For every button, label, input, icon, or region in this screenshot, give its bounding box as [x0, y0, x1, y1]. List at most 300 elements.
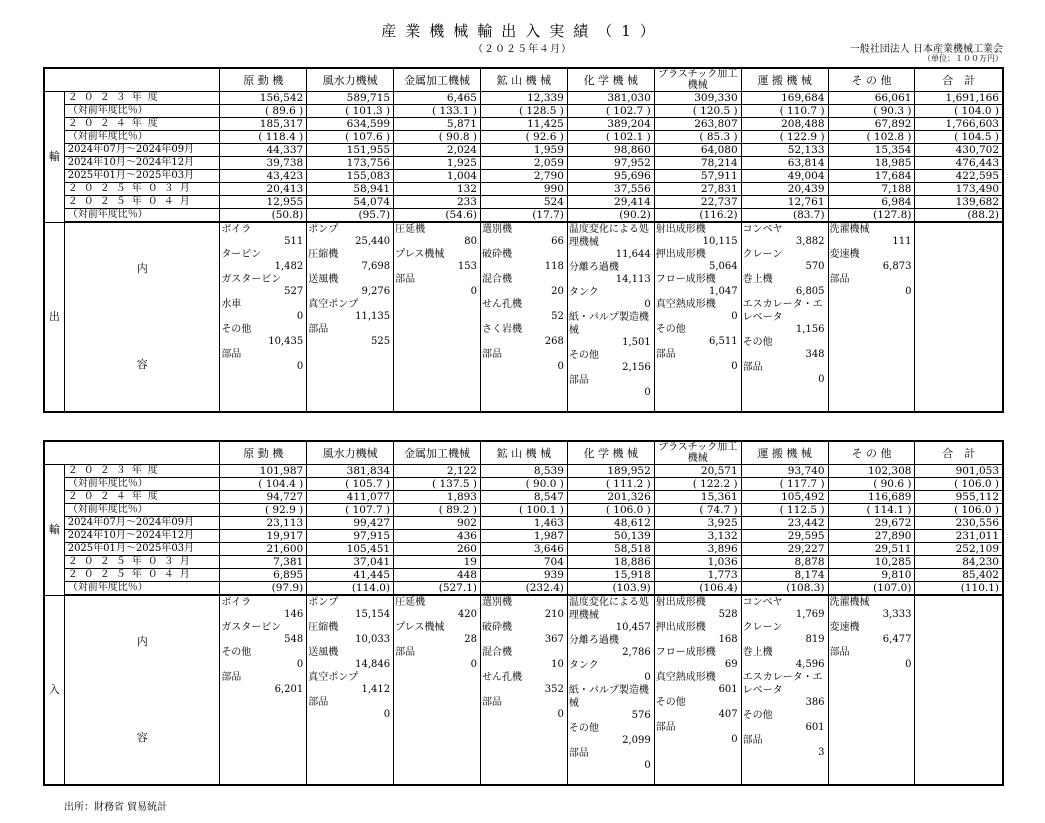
value-cell: 955,112 [915, 491, 1003, 504]
value-cell: 151,955 [307, 144, 394, 157]
breakdown-item-name: 部品 [742, 735, 763, 746]
label-header-cell [64, 441, 220, 465]
breakdown-item-value: 14,113 [615, 274, 651, 285]
breakdown-item-value: 367 [544, 634, 564, 645]
breakdown-item-name: 送風機 [308, 274, 339, 285]
page-subtitle: （２０２５年４月） [473, 44, 572, 55]
value-cell: 22,737 [654, 196, 741, 209]
breakdown-item-name: エスカレータ・エレベータ [742, 672, 823, 696]
breakdown-item-name: 射出成形機 [655, 597, 706, 608]
value-cell: 201,326 [567, 491, 654, 504]
value-cell: ( 102.7 ) [567, 105, 654, 118]
value-cell: 44,337 [220, 144, 307, 157]
breakdown-item-value: 11,135 [355, 311, 391, 322]
value-cell: 1,773 [654, 569, 741, 582]
column-header: 原 動 機 [220, 68, 307, 92]
value-cell: (50.8) [220, 209, 307, 223]
value-cell: 3,896 [654, 543, 741, 556]
value-cell: 2,790 [480, 170, 567, 183]
breakdown-item-name: 部品 [829, 647, 850, 658]
value-cell: 173,756 [307, 157, 394, 170]
value-cell: 260 [394, 543, 481, 556]
value-cell: 2,122 [394, 465, 481, 478]
value-cell: 1,925 [394, 157, 481, 170]
row-label: 2024年07月～2024年09月 [64, 517, 220, 530]
breakdown-item-name: 部品 [568, 748, 589, 759]
value-cell: 7,381 [220, 556, 307, 569]
value-cell: ( 110.7 ) [741, 105, 828, 118]
value-cell: 95,696 [567, 170, 654, 183]
row-label: ２０２４年度 [64, 491, 220, 504]
value-cell: 1,463 [480, 517, 567, 530]
value-cell: 102,308 [828, 465, 915, 478]
value-cell: 185,317 [220, 118, 307, 131]
value-cell: ( 90.3 ) [828, 105, 915, 118]
value-cell: 84,230 [915, 556, 1003, 569]
breakdown-cell [828, 595, 915, 785]
value-cell: 58,941 [307, 183, 394, 196]
import-table [43, 440, 1004, 786]
breakdown-item-name: 部品 [568, 375, 589, 386]
value-cell: 52,133 [741, 144, 828, 157]
value-cell: 233 [394, 196, 481, 209]
breakdown-item-value: 9,276 [361, 286, 391, 297]
value-cell: (527.1) [394, 582, 481, 596]
value-cell: 63,814 [741, 157, 828, 170]
value-cell: 990 [480, 183, 567, 196]
breakdown-item-value: 3 [818, 747, 825, 758]
breakdown-item-name: 部品 [308, 324, 329, 335]
breakdown-item-value: 819 [805, 634, 825, 645]
breakdown-item-value: 3,882 [795, 236, 825, 247]
value-cell: ( 85.3 ) [654, 131, 741, 144]
value-cell: 8,539 [480, 465, 567, 478]
breakdown-item-value: 352 [544, 684, 564, 695]
breakdown-item-value: 527 [284, 286, 304, 297]
value-cell: 2,024 [394, 144, 481, 157]
breakdown-item-name: 真空熱成形機 [655, 672, 716, 683]
value-cell: 18,985 [828, 157, 915, 170]
breakdown-item-value: 69 [724, 659, 738, 670]
value-cell: 3,132 [654, 530, 741, 543]
breakdown-cell [567, 595, 654, 785]
breakdown-item-value: 52 [551, 311, 564, 322]
breakdown-item-name: 真空ポンプ [308, 672, 359, 683]
row-label: ２０２５年０３月 [64, 556, 220, 569]
column-header: プラスチック加工機械 [654, 441, 741, 465]
value-cell: 6,465 [394, 92, 481, 105]
breakdown-item-name: 破砕機 [481, 249, 512, 260]
breakdown-item-name: ボイラ [221, 224, 252, 235]
value-cell: 23,113 [220, 517, 307, 530]
breakdown-cell [741, 222, 828, 412]
value-cell: ( 102.8 ) [828, 131, 915, 144]
breakdown-item-value: 1,412 [361, 684, 391, 695]
breakdown-item-value: 20 [551, 286, 564, 297]
breakdown-item-value: 146 [284, 609, 304, 620]
value-cell: ( 104.0 ) [915, 105, 1003, 118]
value-cell: 64,080 [654, 144, 741, 157]
breakdown-item-name: 圧延機 [395, 224, 426, 235]
value-cell: (88.2) [915, 209, 1003, 223]
value-cell: ( 89.2 ) [394, 504, 481, 517]
breakdown-item-value: 0 [731, 361, 738, 372]
breakdown-item-name: エスカレータ・エレベータ [742, 299, 823, 323]
breakdown-item-name: コンベヤ [742, 597, 783, 608]
value-cell: 29,672 [828, 517, 915, 530]
breakdown-item-name: 巻上機 [742, 647, 773, 658]
breakdown-item-name: 真空熱成形機 [655, 299, 716, 310]
breakdown-item-value: 168 [718, 634, 738, 645]
breakdown-item-name: 混合機 [481, 647, 512, 658]
breakdown-cell [915, 222, 1003, 412]
row-label: （対前年度比％） [64, 209, 220, 223]
value-cell: 309,330 [654, 92, 741, 105]
breakdown-item-value: 576 [631, 710, 651, 721]
export-table [43, 67, 1004, 413]
breakdown-cell [220, 222, 307, 412]
column-header: 原 動 機 [220, 441, 307, 465]
value-cell: ( 137.5 ) [394, 478, 481, 491]
value-cell: ( 120.5 ) [654, 105, 741, 118]
column-header: 化 学 機 械 [567, 441, 654, 465]
value-cell: (116.2) [654, 209, 741, 223]
value-cell: 57,911 [654, 170, 741, 183]
breakdown-item-name: その他 [568, 723, 599, 734]
breakdown-item-name: 混合機 [481, 274, 512, 285]
value-cell: 15,918 [567, 569, 654, 582]
value-cell: 3,925 [654, 517, 741, 530]
breakdown-item-value: 66 [551, 236, 564, 247]
breakdown-cell [654, 595, 741, 785]
value-cell: 29,227 [741, 543, 828, 556]
value-cell: 10,285 [828, 556, 915, 569]
value-cell: ( 74.7 ) [654, 504, 741, 517]
corner-cell [44, 441, 64, 465]
breakdown-item-value: 10,033 [355, 634, 391, 645]
value-cell: 939 [480, 569, 567, 582]
breakdown-item-name: 変速機 [829, 622, 860, 633]
value-cell: (114.0) [307, 582, 394, 596]
column-header: そ の 他 [828, 68, 915, 92]
value-cell: 37,041 [307, 556, 394, 569]
value-cell: 19 [394, 556, 481, 569]
breakdown-item-name: 送風機 [308, 647, 339, 658]
value-cell: ( 104.4 ) [220, 478, 307, 491]
breakdown-item-value: 420 [457, 609, 477, 620]
row-label: ２０２５年０４月 [64, 569, 220, 582]
value-cell: ( 92.6 ) [480, 131, 567, 144]
breakdown-item-value: 548 [284, 634, 304, 645]
value-cell: 105,451 [307, 543, 394, 556]
value-cell: 208,488 [741, 118, 828, 131]
breakdown-cell [220, 595, 307, 785]
value-cell: (108.3) [741, 582, 828, 596]
breakdown-item-value: 5,064 [709, 261, 738, 272]
organization-name: 一般社団法人 日本産業機械工業会 [849, 44, 1003, 55]
value-cell: 2,059 [480, 157, 567, 170]
value-cell: (97.9) [220, 582, 307, 596]
breakdown-item-name: フロー成形機 [655, 274, 716, 285]
value-cell: 20,571 [654, 465, 741, 478]
value-cell: ( 90.6 ) [828, 478, 915, 491]
breakdown-item-value: 7,698 [361, 261, 391, 272]
value-cell: ( 104.5 ) [915, 131, 1003, 144]
row-label: （対前年度比％） [64, 105, 220, 118]
breakdown-cell [307, 222, 394, 412]
value-cell: ( 133.1 ) [394, 105, 481, 118]
breakdown-item-name: 圧縮機 [308, 622, 339, 633]
value-cell: 21,600 [220, 543, 307, 556]
breakdown-item-value: 6,201 [274, 684, 304, 695]
breakdown-item-value: 6,477 [882, 634, 912, 645]
breakdown-item-value: 153 [457, 261, 477, 272]
breakdown-item-name: 部品 [308, 697, 329, 708]
value-cell: ( 128.5 ) [480, 105, 567, 118]
breakdown-item-value: 0 [644, 672, 651, 683]
value-cell: (90.2) [567, 209, 654, 223]
breakdown-item-name: 紙・パルプ製造機械 [568, 312, 649, 336]
breakdown-item-value: 10,457 [615, 622, 651, 633]
breakdown-item-value: 28 [464, 634, 477, 645]
breakdown-item-value: 0 [644, 299, 651, 310]
value-cell: 93,740 [741, 465, 828, 478]
value-cell: 43,423 [220, 170, 307, 183]
value-cell: ( 107.7 ) [307, 504, 394, 517]
value-cell: 6,984 [828, 196, 915, 209]
breakdown-item-name: 変速機 [829, 249, 860, 260]
breakdown-item-name: 選別機 [481, 597, 512, 608]
breakdown-cell [394, 595, 481, 785]
value-cell: (54.6) [394, 209, 481, 223]
breakdown-item-value: 525 [371, 336, 391, 347]
breakdown-item-value: 268 [544, 336, 564, 347]
breakdown-label-inner: 内 [136, 635, 148, 648]
value-cell: 381,030 [567, 92, 654, 105]
page-title: 産業機械輸出入実績（1） [381, 22, 664, 40]
breakdown-item-value: 386 [805, 697, 825, 708]
breakdown-cell [480, 595, 567, 785]
value-cell: 263,807 [654, 118, 741, 131]
breakdown-item-value: 0 [731, 311, 738, 322]
breakdown-label-content: 容 [136, 358, 148, 371]
breakdown-item-name: ボイラ [221, 597, 252, 608]
value-cell: 50,139 [567, 530, 654, 543]
breakdown-item-value: 10,115 [702, 236, 738, 247]
value-cell: 20,439 [741, 183, 828, 196]
breakdown-item-value: 348 [805, 349, 825, 360]
breakdown-item-name: ガスタービン [221, 622, 282, 633]
value-cell: 97,952 [567, 157, 654, 170]
breakdown-cell [567, 222, 654, 412]
value-cell: (107.0) [828, 582, 915, 596]
value-cell: ( 114.1 ) [828, 504, 915, 517]
value-cell: 589,715 [307, 92, 394, 105]
breakdown-item-value: 10,435 [268, 336, 304, 347]
breakdown-item-name: タンク [568, 660, 599, 671]
breakdown-item-name: 選別機 [481, 224, 512, 235]
column-header: 化 学 機 械 [567, 68, 654, 92]
breakdown-item-name: プレス機械 [395, 249, 445, 260]
breakdown-item-name: 洗濯機械 [829, 597, 870, 608]
breakdown-item-name: 分離ろ過機 [568, 262, 619, 273]
breakdown-item-name: 圧延機 [395, 597, 426, 608]
breakdown-item-name: 部品 [221, 349, 242, 360]
value-cell: 901,053 [915, 465, 1003, 478]
breakdown-item-name: コンベヤ [742, 224, 783, 235]
value-cell: 5,871 [394, 118, 481, 131]
value-cell: 8,174 [741, 569, 828, 582]
value-cell: 1,766,603 [915, 118, 1003, 131]
breakdown-item-name: 部品 [655, 349, 676, 360]
breakdown-item-value: 80 [464, 236, 477, 247]
breakdown-item-name: 水車 [221, 299, 242, 310]
breakdown-item-value: 6,511 [709, 336, 738, 347]
breakdown-item-name: さく岩機 [481, 324, 522, 335]
breakdown-item-value: 1,047 [709, 286, 738, 297]
value-cell: 1,959 [480, 144, 567, 157]
value-cell: ( 90.8 ) [394, 131, 481, 144]
breakdown-label-cell [64, 595, 220, 785]
value-cell: 98,860 [567, 144, 654, 157]
value-cell: 29,414 [567, 196, 654, 209]
value-cell: 1,036 [654, 556, 741, 569]
breakdown-item-name: クレーン [742, 622, 783, 633]
breakdown-item-name: その他 [221, 324, 252, 335]
value-cell: 524 [480, 196, 567, 209]
value-cell: 18,886 [567, 556, 654, 569]
value-cell: 1,691,166 [915, 92, 1003, 105]
value-cell: 54,074 [307, 196, 394, 209]
value-cell: 29,595 [741, 530, 828, 543]
value-cell: ( 105.7 ) [307, 478, 394, 491]
value-cell: 58,518 [567, 543, 654, 556]
value-cell: 1,893 [394, 491, 481, 504]
value-cell: 230,556 [915, 517, 1003, 530]
breakdown-item-value: 3,333 [882, 609, 912, 620]
value-cell: 704 [480, 556, 567, 569]
value-cell: 1,004 [394, 170, 481, 183]
label-header-cell [64, 68, 220, 92]
row-label: ２０２５年０４月 [64, 196, 220, 209]
breakdown-cell [741, 595, 828, 785]
breakdown-item-value: 2,786 [622, 647, 651, 658]
row-label: ２０２３年度 [64, 92, 220, 105]
value-cell: 3,646 [480, 543, 567, 556]
breakdown-item-name: フロー成形機 [655, 647, 716, 658]
value-cell: 78,214 [654, 157, 741, 170]
value-cell: (83.7) [741, 209, 828, 223]
breakdown-item-name: その他 [655, 697, 686, 708]
breakdown-item-name: 射出成形機 [655, 224, 706, 235]
value-cell: 19,917 [220, 530, 307, 543]
breakdown-cell [828, 222, 915, 412]
breakdown-item-name: 圧縮機 [308, 249, 339, 260]
value-cell: 94,727 [220, 491, 307, 504]
value-cell: 39,738 [220, 157, 307, 170]
breakdown-item-name: 部品 [481, 349, 502, 360]
value-cell: 902 [394, 517, 481, 530]
breakdown-item-value: 1,482 [274, 261, 304, 272]
breakdown-item-name: 部品 [395, 274, 416, 285]
breakdown-item-name: 分離ろ過機 [568, 635, 619, 646]
breakdown-item-value: 528 [718, 609, 738, 620]
value-cell: 448 [394, 569, 481, 582]
value-cell: 116,689 [828, 491, 915, 504]
breakdown-item-value: 570 [805, 261, 825, 272]
value-cell: ( 106.0 ) [567, 504, 654, 517]
breakdown-item-name: 部品 [742, 362, 763, 373]
value-cell: 8,878 [741, 556, 828, 569]
value-cell: 173,490 [915, 183, 1003, 196]
breakdown-item-value: 0 [470, 659, 477, 670]
value-cell: 252,109 [915, 543, 1003, 556]
breakdown-item-name: タービン [221, 249, 262, 260]
breakdown-item-value: 1,501 [622, 337, 651, 348]
row-label: （対前年度比％） [64, 131, 220, 144]
column-header: 鉱 山 機 械 [480, 68, 567, 92]
value-cell: 48,612 [567, 517, 654, 530]
value-cell: 15,361 [654, 491, 741, 504]
value-cell: 155,083 [307, 170, 394, 183]
column-header: 金属加工機械 [394, 68, 481, 92]
value-cell: 66,061 [828, 92, 915, 105]
breakdown-item-name: 破砕機 [481, 622, 512, 633]
value-cell: ( 122.2 ) [654, 478, 741, 491]
value-cell: 156,542 [220, 92, 307, 105]
value-cell: 189,952 [567, 465, 654, 478]
column-header: 金属加工機械 [394, 441, 481, 465]
value-cell: 17,684 [828, 170, 915, 183]
breakdown-item-name: 洗濯機械 [829, 224, 870, 235]
value-cell: 49,004 [741, 170, 828, 183]
value-cell: 231,011 [915, 530, 1003, 543]
breakdown-item-name: 部品 [481, 697, 502, 708]
value-cell: 101,987 [220, 465, 307, 478]
breakdown-item-value: 6,873 [882, 261, 912, 272]
value-cell: ( 117.7 ) [741, 478, 828, 491]
value-cell: 169,684 [741, 92, 828, 105]
value-cell: 8,547 [480, 491, 567, 504]
breakdown-item-value: 10 [551, 659, 564, 670]
value-cell: 23,442 [741, 517, 828, 530]
value-cell: 85,402 [915, 569, 1003, 582]
breakdown-item-value: 0 [905, 659, 912, 670]
breakdown-item-name: その他 [221, 647, 252, 658]
breakdown-item-name: せん孔機 [481, 672, 522, 683]
breakdown-cell [394, 222, 481, 412]
value-cell: 1,987 [480, 530, 567, 543]
value-cell: 105,492 [741, 491, 828, 504]
value-cell: (127.8) [828, 209, 915, 223]
column-header: 運 搬 機 械 [741, 441, 828, 465]
breakdown-item-name: その他 [568, 350, 599, 361]
breakdown-item-name: タンク [568, 287, 599, 298]
breakdown-item-value: 0 [470, 286, 477, 297]
value-cell: ( 112.5 ) [741, 504, 828, 517]
value-cell: 430,702 [915, 144, 1003, 157]
row-label: ２０２５年０３月 [64, 183, 220, 196]
corner-cell [44, 68, 64, 92]
column-header: 鉱 山 機 械 [480, 441, 567, 465]
value-cell: ( 89.6 ) [220, 105, 307, 118]
breakdown-item-value: 0 [557, 709, 564, 720]
breakdown-item-name: 真空ポンプ [308, 299, 359, 310]
value-cell: 389,204 [567, 118, 654, 131]
row-label: 2025年01月～2025年03月 [64, 170, 220, 183]
value-cell: ( 106.0 ) [915, 478, 1003, 491]
row-label: （対前年度比％） [64, 504, 220, 517]
